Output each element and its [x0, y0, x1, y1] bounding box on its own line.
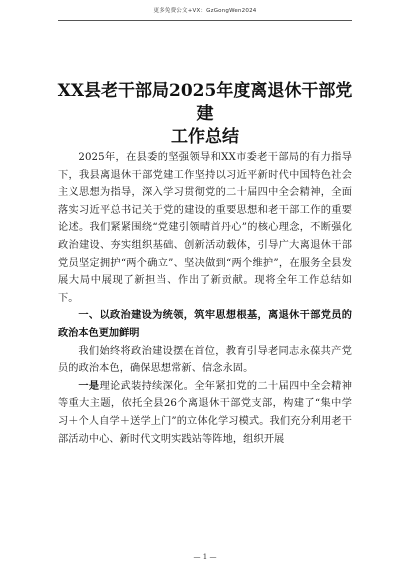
- paragraph-text: 理论武装持续深化。全年紧扣党的二十届四中全会精神等重大主题，依托全县26个离退休干部党支部，构建了“集中学习＋个人自学＋送学上门”的立体化学习模式。我们充分利用老干部活动中心、新时代文明实践站等阵地，组织开展: [58, 380, 353, 445]
- title-line-1: XX县老干部局2025年度离退休干部党建: [57, 81, 353, 124]
- section1-paragraph-2: [58, 378, 352, 448]
- intro-paragraph: 2025年，在县委的坚强领导和XX市委老干部局的有力指导下，我县离退休干部党建工作坚持以习近平新时代中国特色社会主义思想为指导，深入学习贯彻党的二十届四中全会精神，全面落实习近平总书记关于党的建设的重要思想和老干部工作的重要论述。我们紧紧围绕“党建引领晴首丹心”的核心理念，不断强化政治建设、夯实组织基础、创新活动载体，引导广大离退休干部党员坚定拥护“两个确立”、坚决做到“两个维护”，在服务全县发展大局中展现了新担当、作出了新贡献。现将全年工作总结如下。: [58, 152, 352, 304]
- document-title: [50, 80, 360, 149]
- header-divider: [58, 20, 352, 21]
- page-number: — 1 —: [193, 553, 217, 561]
- section-heading-1: 一、以政治建设为统领，筑牢思想根基，离退休干部党员的政治本色更加鲜明: [58, 310, 352, 339]
- document-body: [58, 149, 352, 448]
- paragraph-lead: 一是: [78, 379, 100, 392]
- section1-paragraph-1: 我们始终将政治建设摆在首位，教育引导老同志永葆共产党员的政治本色，确保思想常新、信念永固。: [58, 345, 352, 375]
- header-note: 更多免费公文+VX：GzGongWen2024: [153, 8, 257, 14]
- title-line-2: 工作总结: [171, 127, 239, 147]
